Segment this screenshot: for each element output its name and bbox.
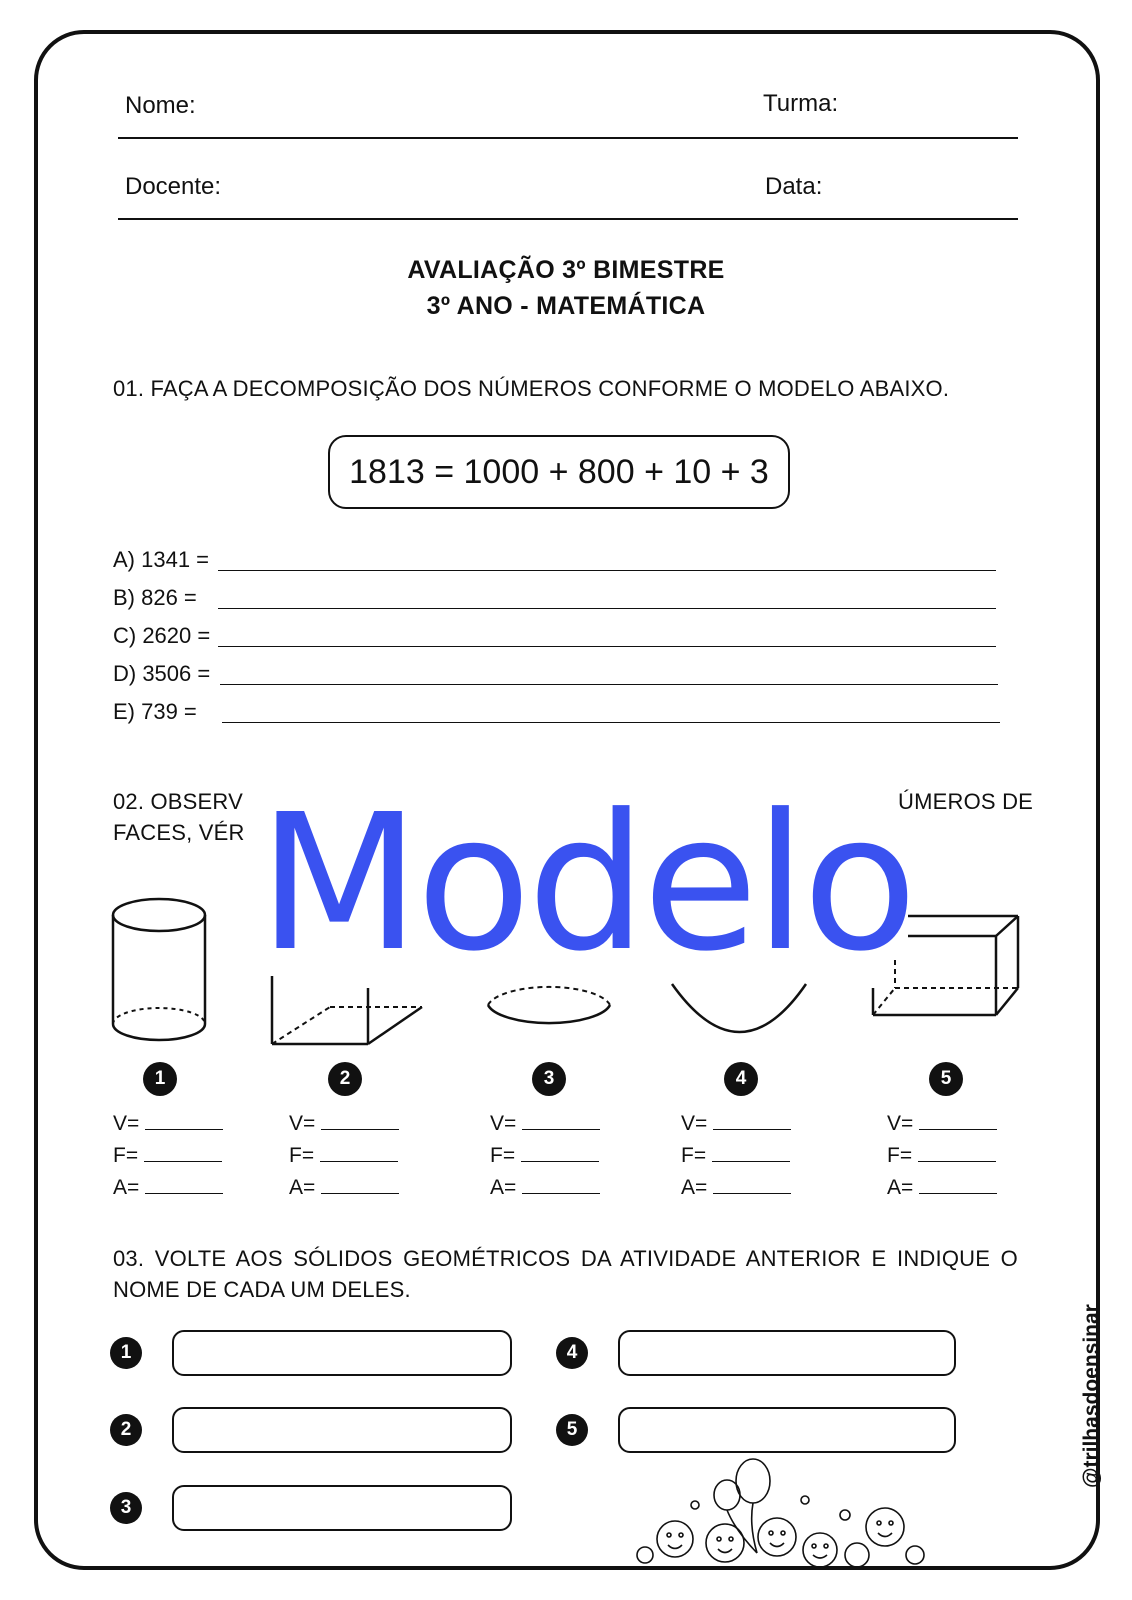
q1-prompt: 01. FAÇA A DECOMPOSIÇÃO DOS NÚMEROS CONFORME O MODELO ABAIXO. [113, 376, 950, 401]
f-label: F= [490, 1144, 516, 1167]
f-blank[interactable] [521, 1143, 599, 1162]
nome-line[interactable] [118, 137, 1018, 139]
data-label: Data: [765, 173, 823, 200]
vfa-block-5 [887, 1108, 997, 1204]
decomp-line-c[interactable] [218, 646, 996, 647]
v-label: V= [681, 1112, 708, 1135]
q3-prompt-line2: NOME DE CADA UM DELES. [113, 1277, 411, 1302]
nome-label: Nome: [125, 92, 196, 119]
decomp-item-a: A) 1341 = [113, 547, 210, 572]
author-handle: @trilhasdoensinar [1080, 1304, 1103, 1488]
decomp-item-c: C) 2620 = [113, 623, 211, 648]
v-blank[interactable] [145, 1111, 223, 1130]
a-blank[interactable] [919, 1175, 997, 1194]
v-label: V= [113, 1112, 140, 1135]
watermark-text: Modelo [258, 774, 914, 993]
cylinder-icon [113, 899, 205, 1040]
decomp-line-a[interactable] [218, 570, 996, 571]
vfa-block-3 [490, 1108, 600, 1204]
v-label: V= [490, 1112, 517, 1135]
q2-prompt-left2: FACES, VÉR [113, 820, 245, 845]
a-blank[interactable] [522, 1175, 600, 1194]
q2-badge-2: 2 [328, 1062, 362, 1096]
decomp-item-b: B) 826 = [113, 585, 197, 610]
docente-label: Docente: [125, 173, 222, 200]
q2-badge-4: 4 [724, 1062, 758, 1096]
v-blank[interactable] [321, 1111, 399, 1130]
kids-illustration-icon [615, 1455, 965, 1570]
f-label: F= [289, 1144, 315, 1167]
q2-badge-1: 1 [143, 1062, 177, 1096]
decomp-line-d[interactable] [220, 684, 998, 685]
f-label: F= [887, 1144, 913, 1167]
f-label: F= [681, 1144, 707, 1167]
f-label: F= [113, 1144, 139, 1167]
model-box [328, 435, 790, 509]
q3-badge-4: 4 [556, 1337, 588, 1369]
q3-badge-2: 2 [110, 1414, 142, 1446]
decomp-item-e: E) 739 = [113, 699, 197, 724]
vfa-block-2 [289, 1108, 399, 1204]
v-blank[interactable] [713, 1111, 791, 1130]
answer-box-3[interactable] [172, 1485, 512, 1531]
q3-badge-1: 1 [110, 1337, 142, 1369]
a-label: A= [490, 1176, 517, 1199]
a-label: A= [289, 1176, 316, 1199]
f-blank[interactable] [712, 1143, 790, 1162]
vfa-block-1 [113, 1108, 223, 1204]
q2-badge-3: 3 [532, 1062, 566, 1096]
vfa-block-4 [681, 1108, 791, 1204]
f-blank[interactable] [320, 1143, 398, 1162]
q2-prompt-left1: 02. OBSERV [113, 789, 243, 814]
decomp-line-b[interactable] [218, 608, 996, 609]
q3-badge-3: 3 [110, 1492, 142, 1524]
decomp-item-d: D) 3506 = [113, 661, 211, 686]
answer-box-4[interactable] [618, 1330, 956, 1376]
v-label: V= [887, 1112, 914, 1135]
v-blank[interactable] [919, 1111, 997, 1130]
q3-prompt-line1: 03. VOLTE AOS SÓLIDOS GEOMÉTRICOS DA ATIVIDADE ANTERIOR E INDIQUE O [113, 1246, 1018, 1271]
q3-badge-5: 5 [556, 1414, 588, 1446]
a-blank[interactable] [145, 1175, 223, 1194]
f-blank[interactable] [918, 1143, 996, 1162]
a-blank[interactable] [713, 1175, 791, 1194]
answer-box-1[interactable] [172, 1330, 512, 1376]
answer-box-2[interactable] [172, 1407, 512, 1453]
turma-label: Turma: [763, 90, 839, 117]
a-label: A= [681, 1176, 708, 1199]
a-label: A= [113, 1176, 140, 1199]
answer-box-5[interactable] [618, 1407, 956, 1453]
v-blank[interactable] [522, 1111, 600, 1130]
title-line1: AVALIAÇÃO 3º BIMESTRE [407, 256, 725, 284]
a-blank[interactable] [321, 1175, 399, 1194]
model-equation: 1813 = 1000 + 800 + 10 + 3 [349, 452, 769, 491]
decomp-line-e[interactable] [222, 722, 1000, 723]
title-line2: 3º ANO - MATEMÁTICA [426, 292, 706, 320]
docente-line[interactable] [118, 218, 1018, 220]
q2-badge-5: 5 [929, 1062, 963, 1096]
q2-prompt-right1: ÚMEROS DE [898, 789, 1034, 814]
f-blank[interactable] [144, 1143, 222, 1162]
v-label: V= [289, 1112, 316, 1135]
a-label: A= [887, 1176, 914, 1199]
